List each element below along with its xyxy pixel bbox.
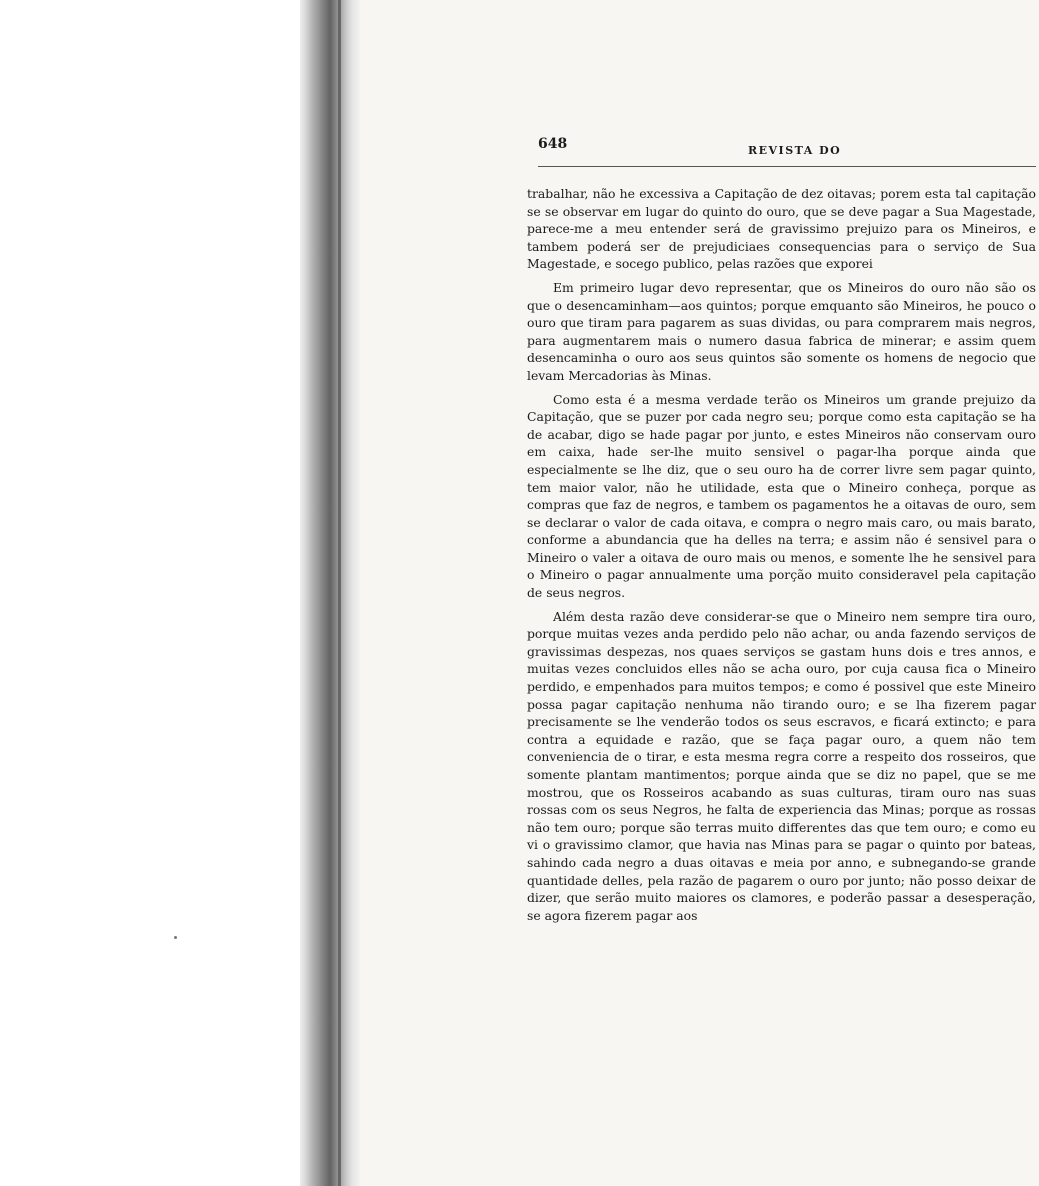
gutter-binding-line [338, 0, 341, 1186]
paragraph-4: Além desta razão deve considerar-se que o Mineiro nem sempre tira ouro, porque muitas vezes anda perdido pelo não achar, ou anda fazendo serviços de gravissimas despezas, nos quaes serviços se gastam huns dois e tres annos, e muitas vezes concluidos elles não se acha ouro, por cuja causa fica o Mineiro perdido, e empenhados para muitos tempos; e como é possivel que este Mineiro possa pagar capitação nenhuma não tirando ouro; e se lha fizerem pagar precisamente se lhe venderão todos os seus escravos, e ficará extincto; e para contra a equidade e razão, que se faça pagar ouro, a quem não tem conveniencia de o tirar, e esta mesma regra corre a respeito dos rosseiros, que somente plantam mantimentos; porque ainda que se diz no papel, que se me mostrou, que os Rosseiros acabando as suas culturas, tiram ouro nas suas rossas com os seus Negros, he falta de experiencia das Minas; porque as rossas não tem ouro; porque são terras muito differentes das que tem ouro; e como eu vi o gravissimo clamor, que havia nas Minas para se pagar o quinto por bateas, sahindo cada negro a duas oitavas e meia por anno, e subnegando-se grande quantidade delles, pela razão de pagarem o ouro por junto; não posso deixar de dizer, que serão muito maiores os clamores, e poderão passar a desesperação, se agora fizerem pagar aos [527, 608, 1036, 923]
paragraph-3: Como esta é a mesma verdade terão os Mineiros um grande prejuizo da Capitação, que se puzer por cada negro seu; porque como esta capitação se ha de acabar, digo se hade pagar por junto, e estes Mineiros não conservam ouro em caixa, hade ser-lhe muito sensivel o pagar-lha porque ainda que especialmente se lhe diz, que o seu ouro ha de correr livre sem pagar quinto, tem maior valor, não he utilidade, esta que o Mineiro conheça, porque as compras que faz de negros, e tambem os pagamentos he a oitavas de ouro, sem se declarar o valor de cada oitava, e compra o negro mais caro, ou mais barato, conforme a abundancia que ha delles na terra; e assim não é sensivel para o Mineiro o valer a oitava de ouro mais ou menos, e somente lhe he sensivel para o Mineiro o pagar annualmente uma porção muito consideravel pela capitação de seus negros. [527, 391, 1036, 601]
paragraph-2: Em primeiro lugar devo representar, que os Mineiros do ouro não são os que o desencaminham—aos quintos; porque emquanto são Mineiros, he pouco o ouro que tiram para pagarem as suas dividas, ou para comprarem mais negros, para augmentarem mais o numero dasua fabrica de minerar; e assim quem desencaminha o ouro aos seus quintos são somente os homens de negocio que levam Mercadorias às Minas. [527, 279, 1036, 383]
paragraph-1: trabalhar, não he excessiva a Capitação de dez oitavas; porem esta tal capitação se se observar em lugar do quinto do ouro, que se deve pagar a Sua Magestade, parece-me a meu entender será de gravissimo prejuizo para os Mineiros, e tambem poderá ser de prejudiciaes consequencias para o serviço de Sua Magestade, e socego publico, pelas razões que exporei [527, 186, 1036, 272]
header-rule [538, 166, 1036, 167]
body-text [527, 185, 1036, 930]
dust-speck [174, 936, 177, 939]
book-gutter-shadow [300, 0, 360, 1186]
page-header [538, 136, 1038, 166]
left-page-blank [0, 0, 300, 1186]
page-number: 648 [538, 136, 568, 152]
running-head: REVISTA DO [748, 144, 842, 157]
